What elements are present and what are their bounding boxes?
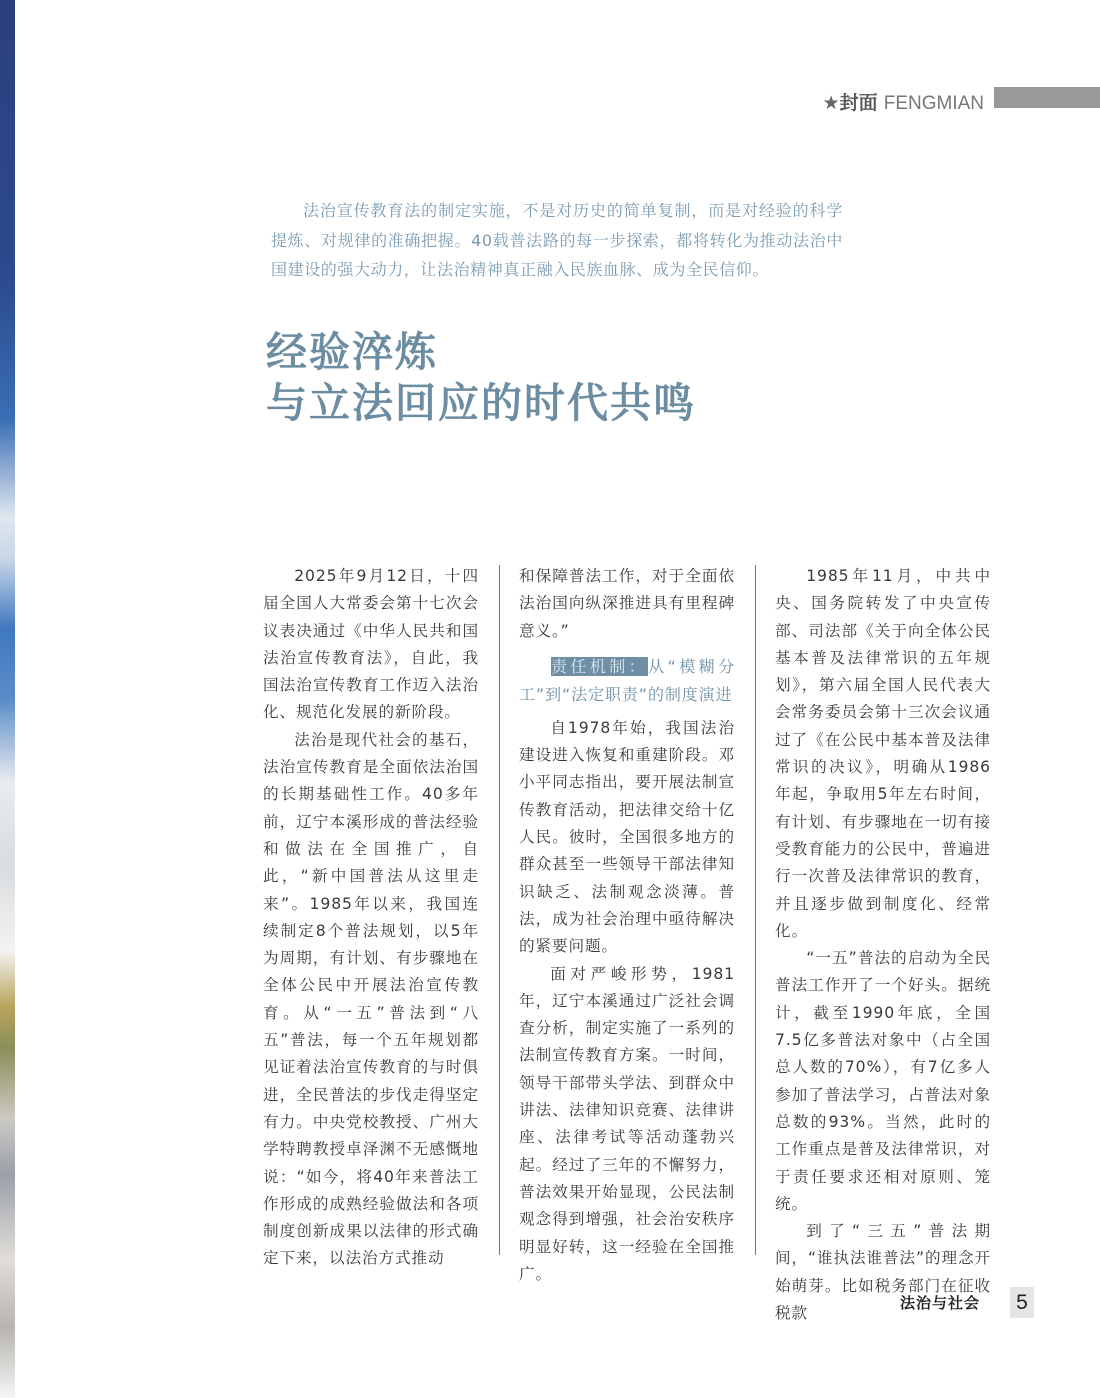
column-divider	[499, 565, 500, 1255]
column-2	[519, 563, 735, 1288]
paragraph: 1985年11月，中共中央、国务院转发了中央宣传部、司法部《关于向全体公民基本普及法律常识的五年规划》，第六届全国人民代表大会常务委员会第十三次会议通过了《在公民中基本普及法律常识的决议》，明确从1986年起，争取用5年左右时间，有计划、有步骤地在一切有接受教育能力的公民中，普遍进行一次普及法律常识的教育，并且逐步做到制度化、经常化。	[775, 567, 991, 940]
cover-photo-edge	[0, 0, 15, 1398]
paragraph: 法治是现代社会的基石，法治宣传教育是全面依法治国的长期基础性工作。40多年前，辽宁本溪形成的普法经验和做法在全国推广，自此，“新中国普法从这里走来”。1985年以来，我国连续制定8个普法规划，以5年为周期，有计划、有步骤地在全体公民中开展法治宣传教育。从“一五”普法到“八五”普法，每一个五年规划都见证着法治宣传教育的与时俱进，全民普法的步伐走得坚定有力。中央党校教授、广州大学特聘教授卓泽渊不无感慨地说：“如今，将40年来普法工作形成的成熟经验做法和各项制度创新成果以法律的形式确定下来，以法治方式推动	[263, 730, 479, 1268]
article-title	[266, 327, 696, 429]
star-icon: ★	[822, 92, 840, 114]
page-number: 5	[1010, 1287, 1034, 1318]
paragraph: 面对严峻形势，1981年，辽宁本溪通过广泛社会调查分析，制定实施了一系列的法制宣传教育方案。一时间，领导干部带头学法、到群众中讲法、法律知识竞赛、法律讲座、法律考试等活动蓬勃兴起。经过了三年的不懈努力，普法效果开始显现，公民法制观念得到增强，社会治安秩序明显好转，这一经验在全国推广。	[519, 964, 735, 1283]
intro-paragraph	[271, 196, 843, 285]
section-tab-bar	[994, 87, 1100, 108]
paragraph: 和保障普法工作，对于全面依法治国向纵深推进具有里程碑意义。”	[519, 567, 735, 640]
title-line-2: 与立法回应的时代共鸣	[266, 379, 696, 427]
paragraph: “一五”普法的启动为全民普法工作开了一个好头。据统计，截至1990年底，全国7.5亿多普法对象中（占全国总人数的70%），有7亿多人参加了普法学习，占普法对象总数的93%。当然，此时的工作重点是普及法律常识，对于责任要求还相对原则、笼统。	[775, 949, 991, 1213]
intro-text: 法治宣传教育法的制定实施，不是对历史的简单复制，而是对经验的科学提炼、对规律的准确把握。40载普法路的每一步探索，都将转化为推动法治中国建设的强大动力，让法治精神真正融入民族血脉、成为全民信仰。	[271, 201, 843, 279]
column-3	[775, 563, 991, 1327]
subheading	[519, 653, 735, 709]
column-1	[263, 563, 479, 1273]
paragraph: 到了“三五”普法期间，“谁执法谁普法”的理念开始萌芽。比如税务部门在征收税款	[775, 1222, 991, 1323]
magazine-name: 法治与社会	[900, 1294, 981, 1312]
section-header	[823, 88, 984, 115]
title-line-1: 经验淬炼	[266, 328, 438, 376]
subheading-text: 从“模糊分工”到“法定职责”的制度演进	[519, 656, 735, 704]
subheading-highlight: 责任机制：	[551, 656, 649, 676]
paragraph: 自1978年始，我国法治建设进入恢复和重建阶段。邓小平同志指出，要开展法制宣传教育活动，把法律交给十亿人民。彼时，全国很多地方的群众甚至一些领导干部法律知识缺乏、法制观念淡薄。普法，成为社会治理中亟待解决的紧要问题。	[519, 718, 735, 956]
section-name-en: FENGMIAN	[883, 93, 984, 114]
paragraph: 2025年9月12日，十四届全国人大常委会第十七次会议表决通过《中华人民共和国法治宣传教育法》，自此，我国法治宣传教育工作迈入法治化、规范化发展的新阶段。	[263, 567, 479, 722]
section-name-cn: 封面	[839, 92, 878, 114]
column-divider	[755, 565, 756, 1255]
